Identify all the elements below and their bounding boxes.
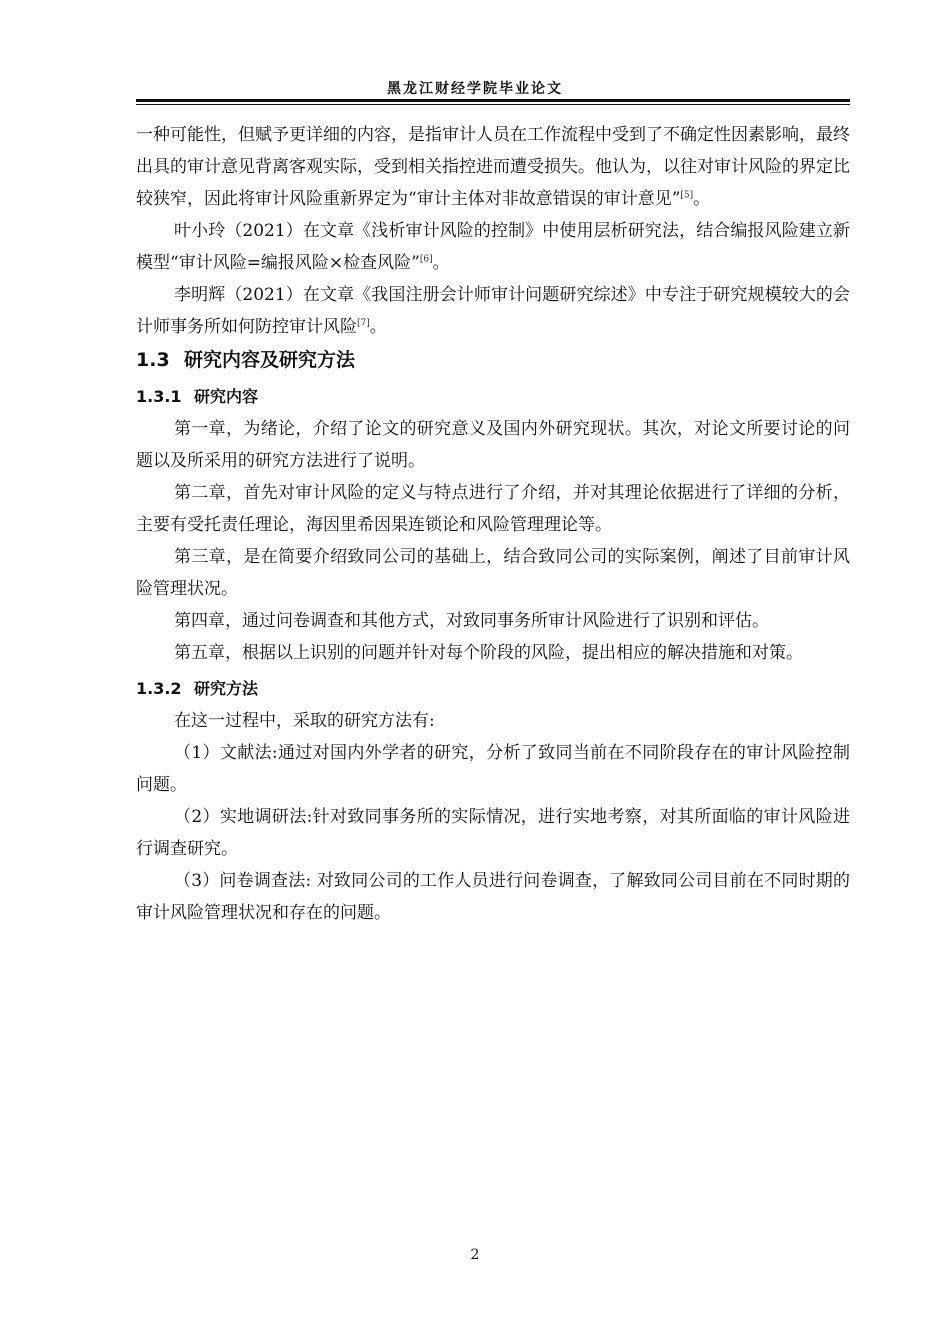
paragraph-continued bbox=[136, 119, 850, 215]
paragraph-chapter-2: 第二章，首先对审计风险的定义与特点进行了介绍，并对其理论依据进行了详细的分析，主要有受托责任理论，海因里希因果连锁论和风险管理理论等。 bbox=[136, 483, 850, 535]
section-heading-1-3 bbox=[136, 343, 850, 377]
paragraph-chapter-4: 第四章，通过问卷调查和其他方式，对致同事务所审计风险进行了识别和评估。 bbox=[174, 611, 769, 631]
section-number: 1.3.1 bbox=[136, 387, 182, 406]
header-rule-thin bbox=[136, 104, 850, 105]
section-number: 1.3.2 bbox=[136, 679, 182, 698]
paragraph-method-1: （1）文献法:通过对国内外学者的研究，分析了致同当前在不同阶段存在的审计风险控制问题。 bbox=[136, 743, 850, 795]
paragraph-end: 。 bbox=[369, 317, 387, 337]
section-number: 1.3 bbox=[136, 349, 170, 371]
paragraph-text: 李明辉（2021）在文章《我国注册会计师审计问题研究综述》中专注于研究规模较大的会计师事务所如何防控审计风险 bbox=[136, 285, 850, 337]
paragraph-text: 一种可能性，但赋予更详细的内容，是指审计人员在工作流程中受到了不确定性因素影响，最终出具的审计意见背离客观实际，受到相关指控进而遭受损失。他认为，以往对审计风险的界定比较狭窄，因此将审计风险重新界定为“审计主体对非故意错误的审计意见” bbox=[136, 125, 850, 209]
paragraph-text: 叶小玲（2021）在文章《浅析审计风险的控制》中使用层析研究法，结合编报风险建立新模型“审计风险=编报风险×检查风险” bbox=[136, 221, 850, 273]
section-heading-1-3-2 bbox=[136, 673, 850, 705]
paragraph-chapter-1: 第一章，为绪论，介绍了论文的研究意义及国内外研究现状。其次，对论文所要讨论的问题以及所采用的研究方法进行了说明。 bbox=[136, 419, 850, 471]
citation: [5] bbox=[680, 190, 694, 201]
paragraph-ye-xiaoling bbox=[136, 215, 850, 279]
paragraph-end: 。 bbox=[432, 253, 450, 273]
page-body bbox=[136, 119, 850, 929]
section-title: 研究方法 bbox=[194, 679, 259, 698]
paragraph-chapter-3: 第三章，是在简要介绍致同公司的基础上，结合致同公司的实际案例，阐述了目前审计风险管理状况。 bbox=[136, 547, 850, 599]
paragraph-method-2: （2）实地调研法:针对致同事务所的实际情况，进行实地考察，对其所面临的审计风险进行调查研究。 bbox=[136, 807, 850, 859]
section-heading-1-3-1 bbox=[136, 381, 850, 413]
page-number: 2 bbox=[470, 1247, 480, 1263]
section-title: 研究内容及研究方法 bbox=[184, 349, 356, 371]
header-rule-thick bbox=[136, 99, 850, 102]
citation: [7] bbox=[357, 318, 370, 329]
paragraph-method-3: （3）问卷调查法: 对致同公司的工作人员进行问卷调查，了解致同公司目前在不同时期的审计风险管理状况和存在的问题。 bbox=[136, 871, 850, 923]
citation: [6] bbox=[419, 254, 433, 265]
paragraph-end: 。 bbox=[693, 189, 711, 209]
paragraph-li-minghui bbox=[136, 279, 850, 343]
running-header: 黑龙江财经学院毕业论文 bbox=[387, 81, 563, 97]
paragraph-methods-intro: 在这一过程中，采取的研究方法有: bbox=[174, 711, 435, 731]
paragraph-chapter-5: 第五章，根据以上识别的问题并针对每个阶段的风险，提出相应的解决措施和对策。 bbox=[174, 643, 803, 663]
section-title: 研究内容 bbox=[194, 387, 259, 406]
